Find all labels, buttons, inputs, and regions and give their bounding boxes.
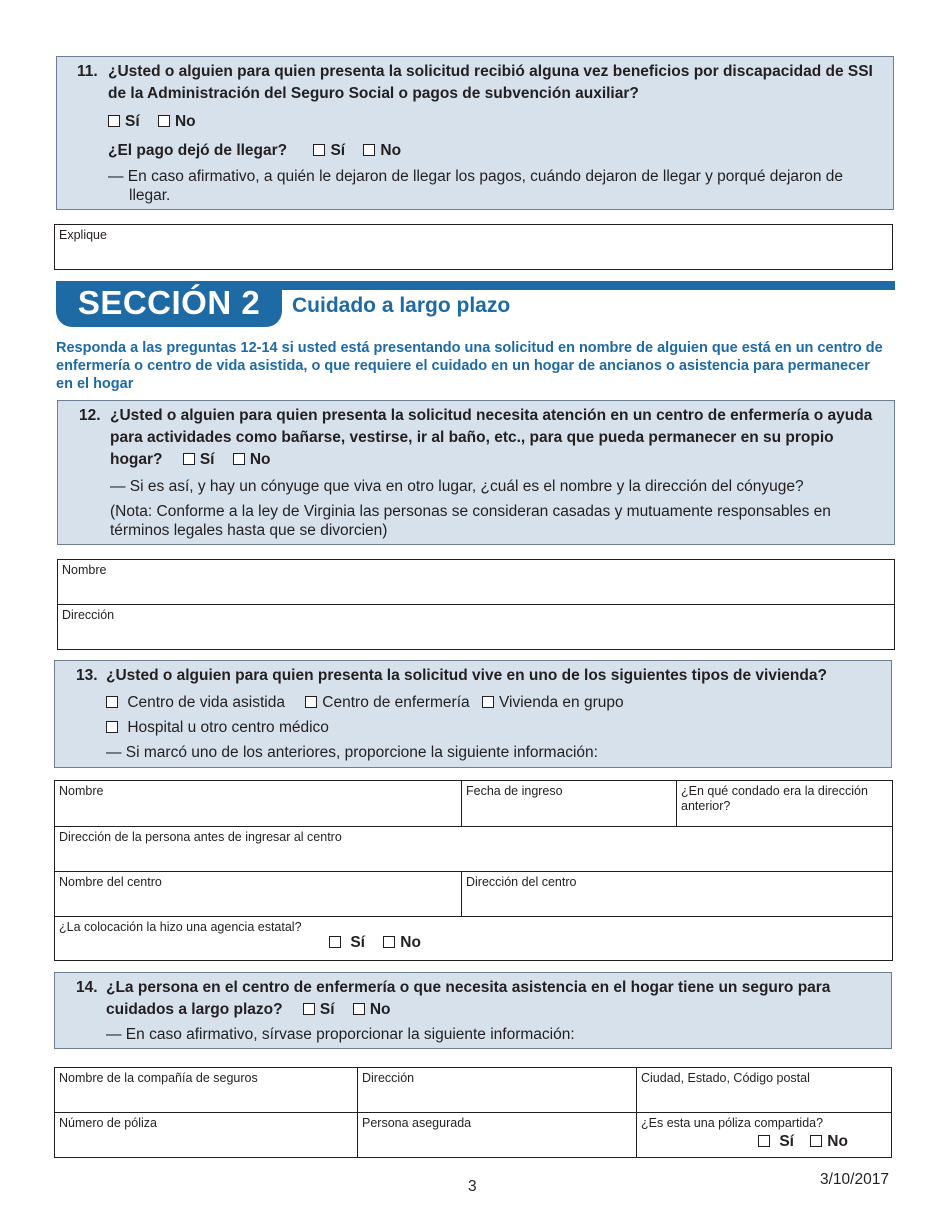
question-14-text-line1: ¿La persona en el centro de enfermería o que necesita asistencia en el hogar tiene un seguro para [106,979,831,996]
page-number: 3 [468,1178,477,1195]
checkbox[interactable] [303,1003,315,1015]
question-13-options-row1 [106,693,624,712]
shared-no-option[interactable] [810,1131,848,1153]
option-group-home[interactable] [482,693,624,712]
checkbox[interactable] [183,453,195,465]
question-12-legal-note: (Nota: Conforme a la ley de Virginia las personas se consideran casadas y mutuamente responsables en términos legales hasta que se divorcien) [110,503,831,539]
insurance-city-label: Ciudad, Estado, Código postal [641,1071,810,1085]
option-label: No [400,934,421,951]
q12-no-option[interactable] [233,449,271,471]
spouse-table [57,559,895,650]
question-12-note: — Si es así, y hay un cónyuge que viva en otro lugar, ¿cuál es el nombre y la dirección del cónyuge? [110,478,804,495]
admission-date-label: Fecha de ingreso [466,784,563,798]
insurance-city-field[interactable] [636,1068,891,1112]
shared-yes-option[interactable] [758,1131,794,1153]
section-2-title: Cuidado a largo plazo [292,294,511,317]
question-11-box [56,56,894,210]
option-label: No [380,142,402,159]
option-label: Sí [330,142,346,159]
q14-no-option[interactable] [353,999,391,1021]
insurance-company-label: Nombre de la compañía de seguros [59,1071,258,1085]
facility-address-label: Dirección del centro [466,875,577,889]
insured-person-label: Persona asegurada [362,1116,472,1130]
question-14-label: cuidados a largo plazo? [106,1001,283,1018]
option-hospital[interactable] [106,718,329,737]
checkbox[interactable] [305,696,317,708]
question-13-note: — Si marcó uno de los anteriores, proporcione la siguiente información: [106,744,598,761]
question-14-note: — En caso afirmativo, sírvase proporcionar la siguiente información: [106,1026,575,1043]
checkbox[interactable] [353,1003,365,1015]
question-11-subquestion [108,140,401,162]
option-label: No [369,1001,391,1018]
option-label: Hospital u otro centro médico [127,719,329,736]
option-label: Centro de enfermería [322,694,470,711]
person-name-label: Nombre [59,784,104,798]
q11-yes-option[interactable] [108,111,140,133]
insurance-table [54,1067,892,1158]
facility-table [54,780,893,961]
option-label: Sí [350,934,365,951]
shared-policy-label: ¿Es esta una póliza compartida? [641,1116,824,1130]
question-12-label: ¿Usted o alguien para quien presenta la solicitud necesita atención en un centro de enfermería o ayuda para actividades como bañarse, vestirse, ir al baño, etc., para que pueda permanecer en su propio hogar? [110,407,873,468]
section-2-label: SECCIÓN 2 [56,281,282,327]
question-13-text: ¿Usted o alguien para quien presenta la solicitud vive en uno de los siguientes tipos de vivienda? [106,667,827,684]
spouse-name-field[interactable] [58,560,894,605]
spouse-name-label: Nombre [62,563,107,577]
question-14-text-line2 [106,999,391,1021]
insurance-company-field[interactable] [55,1068,357,1112]
facility-person-name-field[interactable] [55,781,461,826]
question-13-number: 13. [76,667,98,684]
question-11-number: 11. [77,63,98,80]
insurance-address-label: Dirección [362,1071,415,1085]
checkbox[interactable] [106,696,118,708]
option-assisted-living[interactable] [106,693,285,712]
checkbox[interactable] [158,115,170,127]
facility-name-label: Nombre del centro [59,875,162,889]
prior-county-label: ¿En qué condado era la dirección anterior? [681,784,868,813]
admission-date-field[interactable] [461,781,676,826]
q11-stopped-yes-option[interactable] [313,140,345,162]
state-placement-options [329,932,421,954]
question-14-box [54,972,892,1049]
q12-yes-option[interactable] [183,449,215,471]
option-label: Centro de vida asistida [127,694,285,711]
option-nursing-facility[interactable] [305,693,469,712]
explain-label: Explique [59,228,107,242]
option-label: Sí [125,113,140,130]
checkbox[interactable] [313,144,325,156]
option-label: No [249,451,271,468]
payment-stopped-label: ¿El pago dejó de llegar? [108,142,288,159]
prior-address-field[interactable] [55,826,892,871]
placement-no-option[interactable] [383,932,421,954]
question-13-box [54,660,892,768]
question-11-options [108,111,196,133]
facility-address-field[interactable] [461,871,892,916]
option-label: Sí [319,1001,335,1018]
checkbox[interactable] [108,115,120,127]
option-label: No [827,1133,848,1150]
spouse-address-label: Dirección [62,608,115,622]
state-placement-field [55,916,892,960]
prior-address-label: Dirección de la persona antes de ingresar al centro [59,830,342,844]
prior-county-field[interactable] [676,781,892,826]
checkbox[interactable] [482,696,494,708]
spouse-address-field[interactable] [58,604,894,649]
checkbox[interactable] [233,453,245,465]
checkbox[interactable] [383,936,395,948]
checkbox[interactable] [106,721,118,733]
state-placement-label: ¿La colocación la hizo una agencia estatal? [59,920,302,934]
question-12-text [110,405,880,471]
q11-no-option[interactable] [158,111,196,133]
option-label: No [174,113,196,130]
option-label: Vivienda en grupo [498,694,624,711]
question-12-box [57,400,895,545]
checkbox[interactable] [810,1135,822,1147]
question-11-note: — En caso afirmativo, a quién le dejaron de llegar los pagos, cuándo dejaron de llegar y porqué dejaron de llegar. [108,168,844,204]
q14-yes-option[interactable] [303,999,335,1021]
placement-yes-option[interactable] [329,932,365,954]
checkbox[interactable] [329,936,341,948]
question-13-options-row2 [106,718,329,737]
insured-person-field[interactable] [357,1112,636,1157]
section-2-intro: Responda a las preguntas 12-14 si usted está presentando una solicitud en nombre de alguien que está en un centro de enfermería o centro de vida asistida, o que requiere el cuidado en un hogar de ancianos o asistencia para permanecer en el hogar [56,340,883,392]
question-11-text: ¿Usted o alguien para quien presenta la solicitud recibió alguna vez beneficios por discapacidad de SSI de la Administración del Seguro Social o pagos de subvención auxiliar? [108,63,873,102]
facility-name-field[interactable] [55,871,461,916]
option-label: Sí [779,1133,794,1150]
checkbox[interactable] [758,1135,770,1147]
insurance-address-field[interactable] [357,1068,636,1112]
q11-stopped-no-option[interactable] [363,140,401,162]
shared-policy-options [758,1131,848,1153]
explain-field[interactable] [54,224,893,270]
question-14-number: 14. [76,979,98,996]
checkbox[interactable] [363,144,375,156]
option-label: Sí [199,451,215,468]
policy-number-field[interactable] [55,1112,357,1157]
revision-date: 3/10/2017 [820,1171,889,1188]
policy-number-label: Número de póliza [59,1116,157,1130]
question-12-number: 12. [79,407,101,424]
